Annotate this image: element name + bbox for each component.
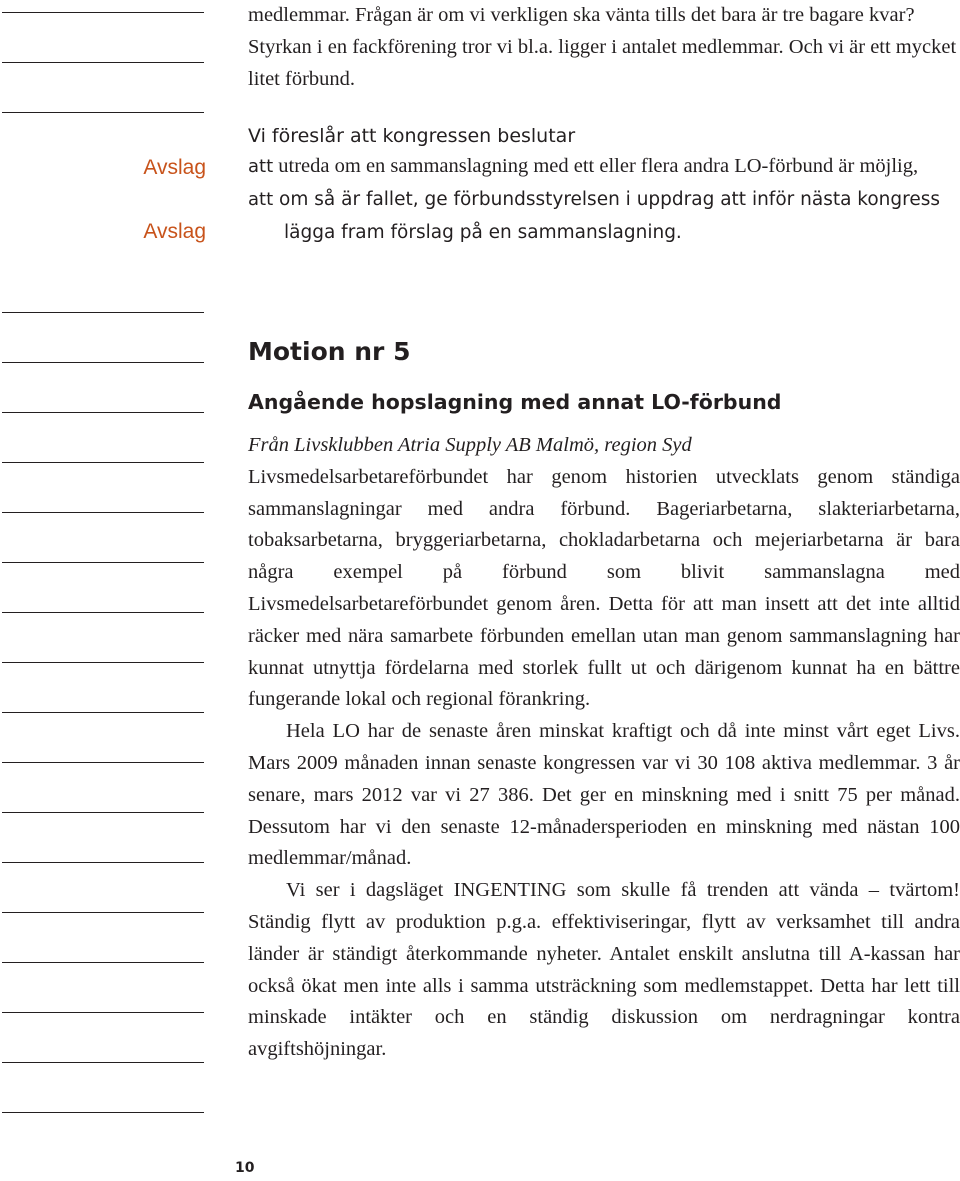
proposal-item-text: utreda om en sammanslagning med ett eller flera andra LO-förbund är möjlig,	[278, 155, 919, 177]
motion-title: Motion nr 5	[248, 337, 411, 366]
margin-line	[2, 12, 204, 13]
margin-line	[2, 462, 204, 463]
motion-paragraph: Hela LO har de senaste åren minskat kraftigt och då inte minst vårt eget Livs. Mars 2009 månaden innan senaste kongressen var vi 30 108 aktiva medlemmar. 3 år senare, mars 2012 var vi 27 386. Det ger en minskning med i snitt 75 per månad. Dessutom har vi den senaste 12-månadersperioden en minskning med nästan 100 medlemmar/månad.	[248, 720, 960, 870]
margin-line	[2, 562, 204, 563]
margin-line	[2, 312, 204, 313]
margin-line	[2, 962, 204, 963]
margin-line	[2, 762, 204, 763]
motion-subtitle: Angående hopslagning med annat LO-förbund	[248, 390, 782, 414]
margin-line	[2, 912, 204, 913]
proposal-item	[248, 151, 960, 183]
margin-line	[2, 512, 204, 513]
margin-line	[2, 662, 204, 663]
motion-paragraph: Livsmedelsarbetareförbundet har genom historien utvecklats genom ständiga sammanslagningar med andra förbund. Bageriarbetarna, slakteriarbetarna, tobaksarbetarna, bryggeriarbetarna, chokladarbetarna och mejeriarbetarna är bara några exempel på förbund som blivit sammanslagna med Livsmedelsarbetareförbundet genom åren. Detta för att man insett att det inte alltid räcker med nära samarbete förbunden emellan utan man genom sammanslagning har kunnat utnyttja fördelarna med storlek fullt ut och därigenom kunnat ha en bättre fungerande lokal och regional förankring.	[248, 465, 960, 711]
decision-label-avslag: Avslag	[143, 220, 206, 243]
margin-line	[2, 1062, 204, 1063]
decision-label-avslag: Avslag	[143, 156, 206, 179]
margin-line	[2, 1112, 204, 1113]
proposal-block	[248, 123, 960, 249]
margin-line	[2, 62, 204, 63]
proposal-lead: Vi föreslår att kongressen beslutar	[248, 125, 576, 147]
motion-from: Från Livsklubben Atria Supply AB Malmö, region Syd	[248, 434, 692, 456]
motion-body	[248, 430, 960, 1066]
proposal-item	[248, 183, 960, 249]
paragraph-text: medlemmar. Frågan är om vi verkligen ska vänta tills det bara är tre bagare kvar? Styrkan i en fackförening tror vi bl.a. ligger i antalet medlemmar. Och vi är ett mycket litet förbund.	[248, 4, 957, 90]
att-keyword: att	[248, 156, 274, 177]
margin-line	[2, 612, 204, 613]
page-number: 10	[235, 1160, 255, 1176]
margin-line	[2, 862, 204, 863]
continued-paragraph	[248, 0, 960, 95]
att-keyword: att	[248, 188, 274, 210]
margin-line	[2, 1012, 204, 1013]
proposal-item-text: om så är fallet, ge förbundsstyrelsen i uppdrag att inför nästa kongress lägga fram förslag på en sammanslagning.	[279, 188, 940, 243]
margin-line	[2, 412, 204, 413]
margin-line	[2, 112, 204, 113]
motion-paragraph: Vi ser i dagsläget INGENTING som skulle få trenden att vända – tvärtom! Ständig flytt av produktion p.g.a. effektiviseringar, flytt av verksamhet till andra länder är ständigt återkommande nyheter. Antalet enskilt anslutna till A-kassan har också ökat men inte alls i samma utsträckning som medlemstappet. Detta har lett till minskade intäkter och en ständig diskussion om nerdragningar kontra avgiftshöjningar.	[248, 879, 960, 1061]
margin-line	[2, 362, 204, 363]
margin-line	[2, 812, 204, 813]
margin-line	[2, 712, 204, 713]
